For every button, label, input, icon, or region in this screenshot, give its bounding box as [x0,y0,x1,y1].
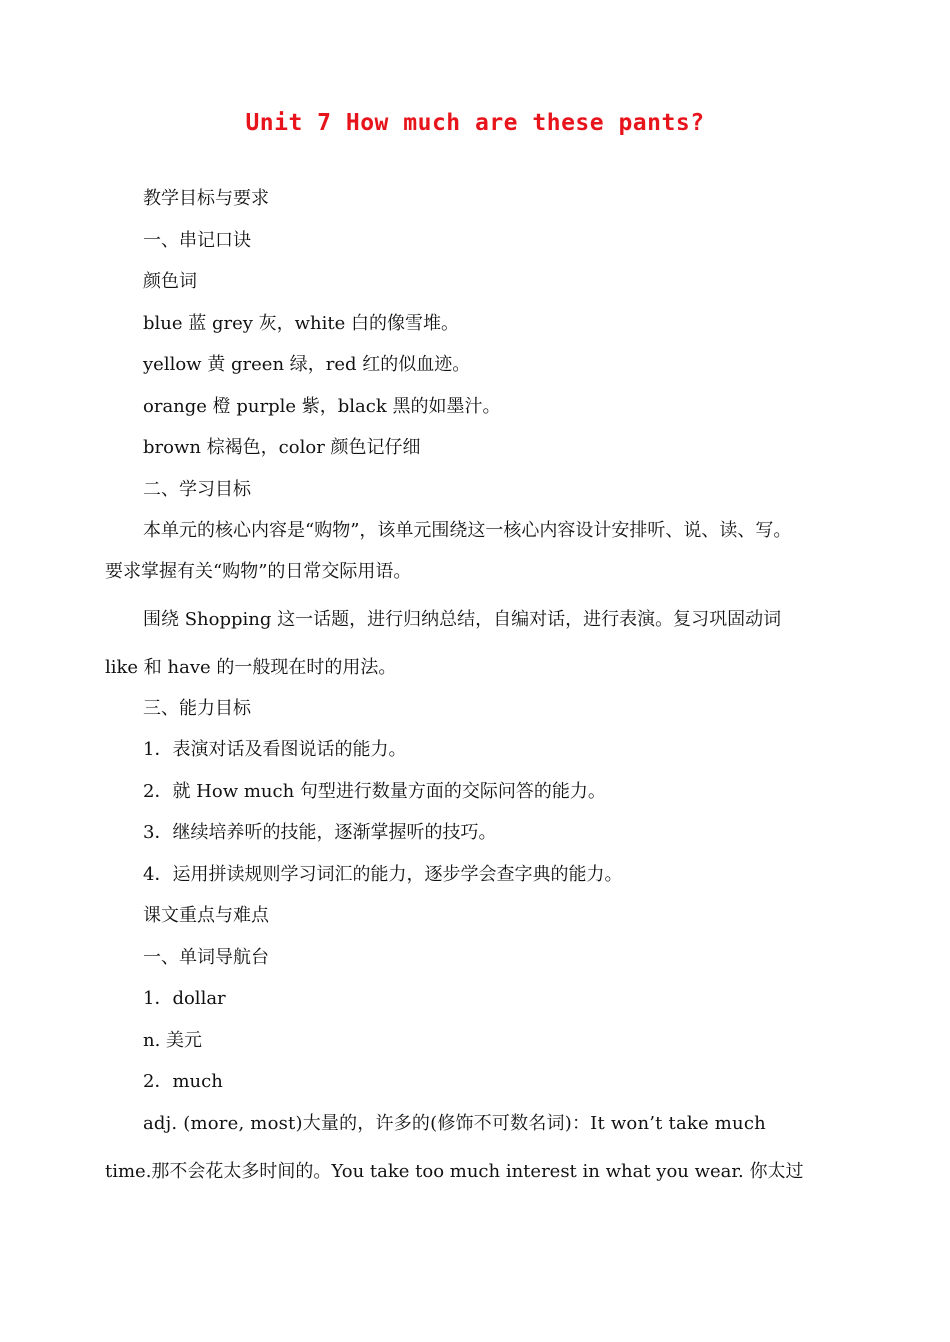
ability-item-2: 2．就 How much 句型进行数量方面的交际问答的能力。 [143,781,606,802]
section-2-heading: 二、学习目标 [143,479,251,500]
section-3-heading: 三、能力目标 [143,698,251,719]
color-line-3: orange 橙 purple 紫，black 黑的如墨汁。 [143,396,501,417]
word-2: 2．much [143,1071,223,1092]
page-title: Unit 7 How much are these pants? [245,110,705,136]
ability-item-4: 4．运用拼读规则学习词汇的能力，逐步学会查字典的能力。 [143,864,623,885]
section-1-heading: 一、串记口诀 [143,230,251,251]
vocab-heading: 一、单词导航台 [143,947,269,968]
paragraph-2-line-1: 围绕 Shopping 这一话题，进行归纳总结，自编对话，进行表演。复习巩固动词 [143,609,782,630]
paragraph-1-line-2: 要求掌握有关“购物”的日常交际用语。 [105,561,412,582]
ability-item-1: 1．表演对话及看图说话的能力。 [143,739,407,760]
ability-item-3: 3．继续培养听的技能，逐渐掌握听的技巧。 [143,822,497,843]
paragraph-1-line-1: 本单元的核心内容是“购物”，该单元围绕这一核心内容设计安排听、说、读、写。 [143,520,792,541]
key-points-heading: 课文重点与难点 [143,905,269,926]
paragraph-2-line-2: like 和 have 的一般现在时的用法。 [105,657,397,678]
color-line-2: yellow 黄 green 绿，red 红的似血迹。 [143,354,471,375]
objective-paragraph-2 [105,608,857,680]
color-line-1: blue 蓝 grey 灰，white 白的像雪堆。 [143,313,460,334]
color-line-4: brown 棕褐色，color 颜色记仔细 [143,437,421,458]
objective-paragraph-1 [105,519,857,584]
objectives-heading: 教学目标与要求 [143,188,269,209]
colors-heading: 颜色词 [143,271,197,292]
word-1: 1．dollar [143,988,226,1009]
word-2-line-2: time.那不会花太多时间的。You take too much interest in what you wear. 你太过 [105,1161,804,1182]
word-2-line-1: adj. (more, most)大量的，许多的(修饰不可数名词)：It won’t take much [143,1113,766,1134]
word-2-definition [105,1112,857,1184]
word-1-definition: n. 美元 [143,1030,203,1051]
